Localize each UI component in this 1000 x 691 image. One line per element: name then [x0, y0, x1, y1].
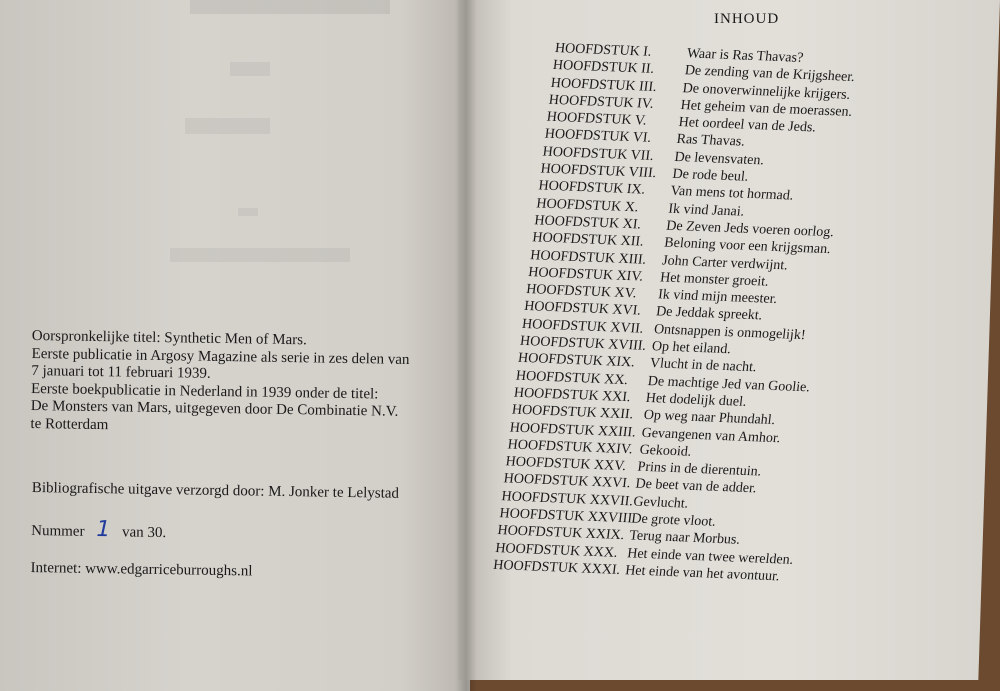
- chapter-title: Het oordeel van de Jeds.: [677, 115, 817, 136]
- colophon-line: Oorspronkelijke titel: Synthetic Men of Mars.: [31, 328, 307, 349]
- chapter-title: Het geheim van de moerassen.: [679, 97, 853, 120]
- chapter-label: HOOFDSTUK I.: [554, 40, 653, 60]
- chapter-label: HOOFDSTUK VI.: [543, 127, 652, 147]
- chapter-title: Het einde van het avontuur.: [624, 563, 781, 585]
- chapter-title: Gevlucht.: [632, 494, 690, 512]
- colophon-line: Eerste publicatie in Argosy Magazine als serie in zes delen van: [31, 345, 410, 368]
- chapter-title: Ras Thavas.: [675, 132, 746, 151]
- chapter-title: De Jeddak spreekt.: [655, 304, 764, 324]
- chapter-label: HOOFDSTUK XII.: [531, 230, 645, 250]
- chapter-title: De machtige Jed van Goolie.: [646, 373, 811, 396]
- chapter-title: De grote vloot.: [630, 511, 717, 530]
- colophon-line: Eerste boekpublicatie in Nederland in 1939 onder de titel:: [30, 380, 379, 402]
- chapter-label: HOOFDSTUK VIII.: [539, 161, 658, 182]
- bibliographic-info: [30, 480, 452, 603]
- left-page: [0, 0, 470, 691]
- chapter-label: HOOFDSTUK XXVII.: [500, 488, 634, 510]
- chapter-title: De levensvaten.: [673, 149, 765, 169]
- chapter-label: HOOFDSTUK XV.: [525, 282, 638, 302]
- show-through-title: [190, 0, 390, 44]
- chapter-label: HOOFDSTUK XIX.: [517, 351, 636, 371]
- chapter-title: Het dodelijk duel.: [644, 390, 748, 410]
- chapter-label: HOOFDSTUK XXI.: [513, 385, 632, 406]
- chapter-label: HOOFDSTUK XXIX.: [496, 523, 626, 544]
- chapter-label: HOOFDSTUK XXXI.: [492, 557, 621, 578]
- chapter-title: De Zeven Jeds voeren oorlog.: [665, 218, 835, 241]
- chapter-label: HOOFDSTUK XXIII.: [508, 420, 637, 441]
- colophon: [30, 328, 452, 440]
- chapter-label: HOOFDSTUK XXVIII.: [498, 506, 637, 527]
- chapter-label: HOOFDSTUK XXX.: [494, 540, 619, 561]
- colophon-line: De Monsters van Mars, uitgegeven door De Combinatie N.V.: [30, 397, 399, 420]
- chapter-title: Gekooid.: [638, 442, 693, 460]
- chapter-title: Ik vind Janai.: [667, 201, 746, 220]
- chapter-title: De beet van de adder.: [634, 477, 758, 497]
- colophon-line: te Rotterdam: [30, 415, 109, 433]
- chapter-label: HOOFDSTUK XVII.: [521, 316, 645, 337]
- chapter-title: De onoverwinnelijke krijgers.: [681, 80, 852, 103]
- show-through-block: [185, 118, 270, 134]
- chapter-label: HOOFDSTUK XIII.: [529, 247, 648, 268]
- show-through-block: [170, 248, 350, 262]
- chapter-title: Het einde van twee werelden.: [626, 545, 795, 568]
- chapter-title: Terug naar Morbus.: [628, 528, 741, 549]
- chapter-title: Van mens tot hormad.: [669, 184, 795, 204]
- website: Internet: www.edgarriceburroughs.nl: [30, 559, 253, 580]
- chapter-label: HOOFDSTUK XIV.: [527, 264, 644, 285]
- chapter-title: Prins in de dierentuin.: [636, 459, 763, 480]
- edition-number: [31, 516, 451, 548]
- chapter-title: Ik vind mijn meester.: [657, 287, 778, 308]
- number-suffix: van 30.: [121, 524, 167, 542]
- chapter-title: Op het eiland.: [651, 339, 732, 358]
- handwritten-number: 1: [96, 517, 111, 543]
- edition-credit: Bibliografische uitgave verzorgd door: M. Jonker te Lelystad: [31, 480, 400, 502]
- chapter-title: De rode beul.: [671, 166, 750, 185]
- chapter-title: Vlucht in de nacht.: [649, 356, 758, 376]
- chapter-label: HOOFDSTUK XVI.: [523, 299, 642, 320]
- chapter-label: HOOFDSTUK III.: [549, 75, 658, 95]
- chapter-label: HOOFDSTUK XXII.: [510, 402, 634, 423]
- chapter-title: Het monster groeit.: [659, 270, 770, 290]
- table-of-contents: [492, 40, 885, 587]
- chapter-label: HOOFDSTUK XXVI.: [502, 471, 632, 492]
- chapter-label: HOOFDSTUK II.: [552, 58, 655, 78]
- number-prefix: Nummer: [31, 522, 85, 540]
- book-gutter: [455, 0, 477, 691]
- chapter-label: HOOFDSTUK VII.: [541, 144, 655, 164]
- toc-title: INHOUD: [714, 11, 780, 27]
- chapter-label: HOOFDSTUK X.: [535, 196, 640, 216]
- chapter-label: HOOFDSTUK XI.: [533, 213, 642, 233]
- chapter-label: HOOFDSTUK IX.: [537, 178, 646, 199]
- chapter-label: HOOFDSTUK XVIII.: [519, 333, 647, 354]
- chapter-label: HOOFDSTUK V.: [545, 109, 648, 129]
- chapter-title: Op weg naar Phundahl.: [642, 408, 776, 429]
- colophon-line: 7 januari tot 11 februari 1939.: [31, 362, 211, 382]
- chapter-title: Gevangenen van Amhor.: [640, 425, 782, 446]
- chapter-label: HOOFDSTUK XXV.: [504, 454, 627, 475]
- chapter-title: John Carter verdwijnt.: [661, 253, 789, 274]
- chapter-label: HOOFDSTUK IV.: [547, 92, 655, 112]
- show-through-block: [238, 208, 258, 216]
- chapter-label: HOOFDSTUK XX.: [515, 368, 629, 388]
- show-through-block: [230, 62, 270, 76]
- chapter-title: De zending van de Krijgsheer.: [683, 63, 856, 86]
- chapter-label: HOOFDSTUK XXIV.: [506, 437, 634, 458]
- chapter-title: Waar is Ras Thavas?: [685, 46, 805, 66]
- chapter-title: Ontsnappen is onmogelijk!: [653, 321, 807, 343]
- chapter-title: Beloning voor een krijgsman.: [663, 235, 832, 258]
